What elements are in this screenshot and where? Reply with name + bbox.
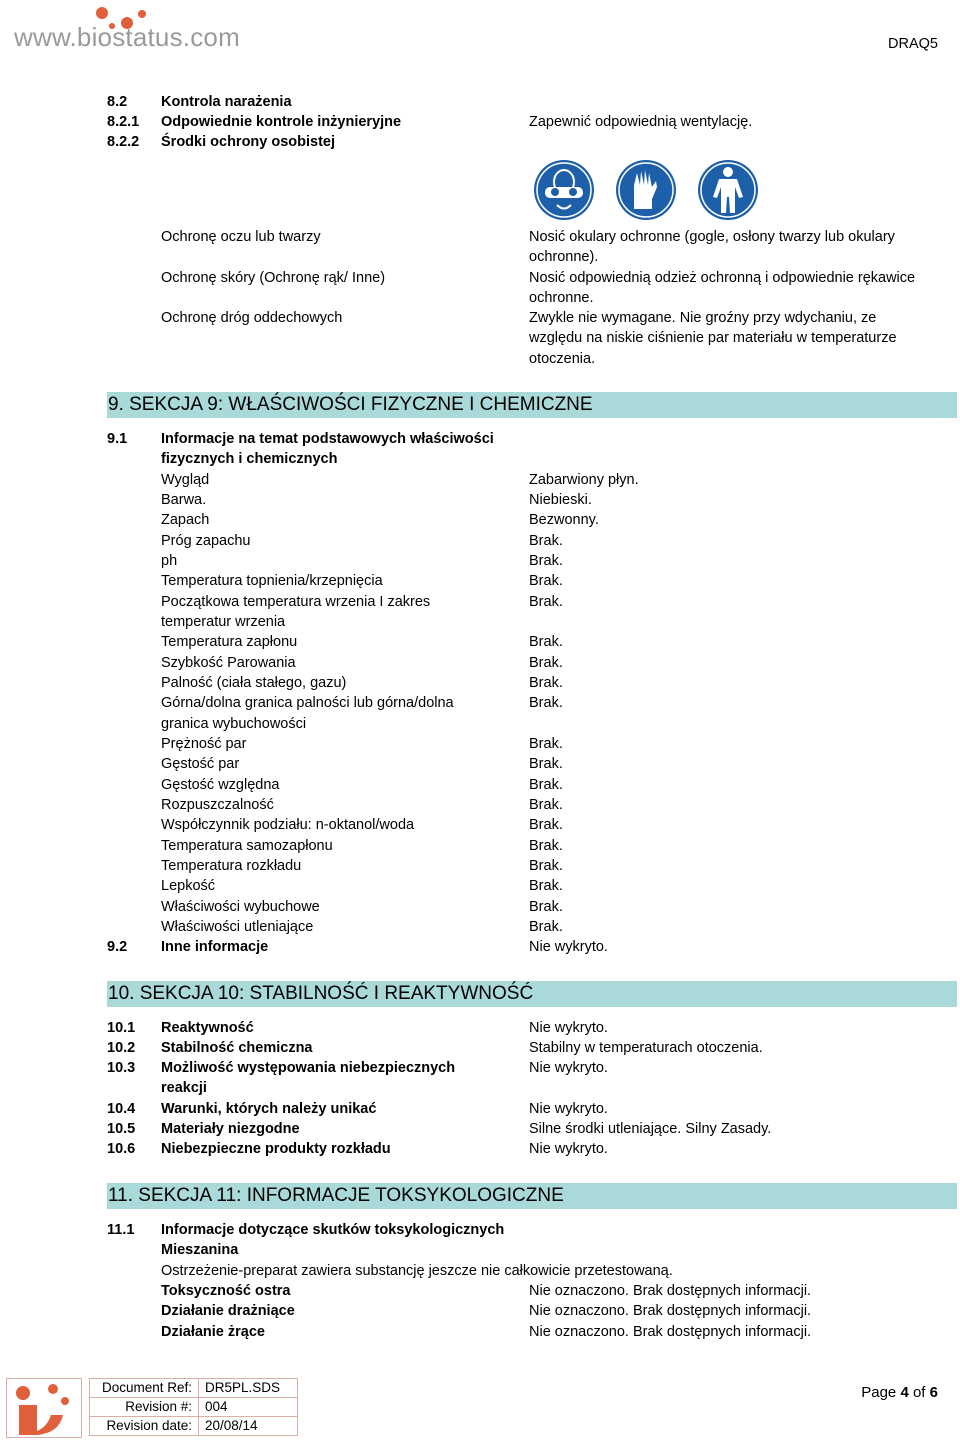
row-label: Warunki, których należy unikać bbox=[161, 1101, 377, 1117]
row-num: 10.6 bbox=[107, 1141, 136, 1157]
row-value: Stabilny w temperaturach otoczenia. bbox=[529, 1040, 763, 1056]
tox-value: Nie oznaczono. Brak dostępnych informacji. bbox=[529, 1324, 812, 1340]
revision-row bbox=[90, 1398, 298, 1417]
text-line: Nosić odpowiednią odzież ochronną i odpowiednie rękawice bbox=[529, 270, 916, 286]
property-value: Brak. bbox=[529, 777, 563, 793]
warning-text: Ostrzeżenie-preparat zawiera substancję jeszcze nie całkowicie przetestowaną. bbox=[161, 1263, 673, 1279]
revision-date-label: Revision date: bbox=[90, 1417, 199, 1436]
property-row-cont bbox=[107, 612, 947, 632]
property-row bbox=[107, 632, 947, 652]
section-10-header bbox=[107, 981, 957, 1007]
row-value: Nie wykryto. bbox=[529, 1141, 608, 1157]
footer-logo bbox=[6, 1378, 82, 1438]
row-label: Środki ochrony osobistej bbox=[161, 134, 336, 150]
eye-protection-value bbox=[529, 227, 895, 268]
page-total: 6 bbox=[929, 1384, 938, 1401]
row-10-4 bbox=[107, 1099, 947, 1119]
row-label: Odpowiednie kontrole inżynieryjne bbox=[161, 114, 402, 130]
property-label: Współczynnik podziału: n-oktanol/woda bbox=[161, 817, 415, 833]
row-10-3-cont bbox=[107, 1078, 947, 1098]
property-label: Temperatura topnienia/krzepnięcia bbox=[161, 573, 383, 589]
row-label: Materiały niezgodne bbox=[161, 1121, 300, 1137]
property-row bbox=[107, 653, 947, 673]
property-row bbox=[107, 571, 947, 591]
property-value: Brak. bbox=[529, 655, 563, 671]
row-8-2 bbox=[107, 92, 947, 112]
text-line: względu na niskie ciśnienie par materiału w temperaturze bbox=[529, 330, 897, 347]
property-row bbox=[107, 470, 947, 490]
property-row bbox=[107, 856, 947, 876]
tox-row bbox=[107, 1301, 947, 1321]
section-9-header bbox=[107, 392, 957, 418]
property-value: Brak. bbox=[529, 736, 563, 752]
text-line: ochronne). bbox=[529, 249, 599, 266]
row-num: 10.2 bbox=[107, 1040, 136, 1056]
property-label: Rozpuszczalność bbox=[161, 797, 274, 813]
respiratory-protection-label: Ochronę dróg oddechowych bbox=[161, 310, 343, 326]
row-num: 10.1 bbox=[107, 1020, 136, 1036]
row-label: Kontrola narażenia bbox=[161, 94, 292, 110]
document-info-table bbox=[89, 1378, 298, 1436]
respiratory-protection-value bbox=[529, 308, 897, 369]
row-label: Inne informacje bbox=[161, 939, 269, 955]
property-value: Brak. bbox=[529, 858, 563, 874]
property-value: Brak. bbox=[529, 756, 563, 772]
row-value: Silne środki utleniające. Silny Zasady. bbox=[529, 1121, 772, 1137]
property-label: Początkowa temperatura wrzenia I zakres bbox=[161, 594, 431, 610]
row-num: 9.2 bbox=[107, 939, 128, 955]
property-value: Brak. bbox=[529, 675, 563, 691]
property-value: Niebieski. bbox=[529, 492, 592, 508]
row-11-1 bbox=[107, 1220, 947, 1240]
property-row bbox=[107, 693, 947, 713]
row-num: 10.4 bbox=[107, 1101, 136, 1117]
property-row-cont bbox=[107, 714, 947, 734]
skin-protection-value bbox=[529, 268, 915, 309]
tox-value: Nie oznaczono. Brak dostępnych informacji. bbox=[529, 1303, 812, 1319]
property-row bbox=[107, 592, 947, 612]
row-value: Nie wykryto. bbox=[529, 1101, 608, 1117]
text-line: Zwykle nie wymagane. Nie groźny przy wdychaniu, ze bbox=[529, 310, 877, 326]
doc-ref-label: Document Ref: bbox=[90, 1379, 199, 1398]
property-value: Brak. bbox=[529, 573, 563, 589]
property-label: Górna/dolna granica palności lub górna/dolna bbox=[161, 695, 454, 711]
row-9-1-cont bbox=[107, 449, 947, 469]
website-text: www.biostatus.com bbox=[14, 22, 240, 52]
row-num: 8.2 bbox=[107, 94, 128, 110]
property-value: Zabarwiony płyn. bbox=[529, 472, 639, 488]
row-num: 9.1 bbox=[107, 431, 128, 447]
property-row bbox=[107, 836, 947, 856]
row-8-2-2 bbox=[107, 132, 947, 152]
row-10-6 bbox=[107, 1139, 947, 1159]
property-row bbox=[107, 876, 947, 896]
row-label: Informacje na temat podstawowych właściwości bbox=[161, 431, 494, 447]
row-label: Niebezpieczne produkty rozkładu bbox=[161, 1141, 391, 1157]
property-value: Brak. bbox=[529, 797, 563, 813]
page-of: of bbox=[912, 1384, 926, 1401]
tox-label: Działanie żrące bbox=[161, 1324, 265, 1340]
row-value: Nie wykryto. bbox=[529, 1020, 608, 1036]
property-label: Właściwości wybuchowe bbox=[161, 899, 320, 915]
property-label: Palność (ciała stałego, gazu) bbox=[161, 675, 347, 691]
page-number bbox=[861, 1384, 938, 1401]
row-value: Nie wykryto. bbox=[529, 939, 608, 955]
text-line: Nosić okulary ochronne (gogle, osłony twarzy lub okulary bbox=[529, 229, 895, 245]
doc-ref-row bbox=[90, 1379, 298, 1398]
row-8-2-1 bbox=[107, 112, 947, 132]
property-value: Brak. bbox=[529, 878, 563, 894]
property-row bbox=[107, 673, 947, 693]
revision-date-value: 20/08/14 bbox=[199, 1417, 298, 1436]
row-9-2 bbox=[107, 937, 947, 957]
property-row bbox=[107, 490, 947, 510]
property-value: Brak. bbox=[529, 817, 563, 833]
row-label: reakcji bbox=[161, 1080, 207, 1096]
tox-row bbox=[107, 1281, 947, 1301]
property-value: Brak. bbox=[529, 695, 563, 711]
footer-logo-mark bbox=[7, 1379, 81, 1437]
property-label: Szybkość Parowania bbox=[161, 655, 296, 671]
row-value: Nie wykryto. bbox=[529, 1060, 608, 1076]
row-num: 10.5 bbox=[107, 1121, 136, 1137]
row-label: fizycznych i chemicznych bbox=[161, 451, 338, 467]
property-row bbox=[107, 551, 947, 571]
mixture-heading bbox=[107, 1240, 947, 1260]
row-value: Zapewnić odpowiednią wentylację. bbox=[529, 114, 753, 130]
tox-label: Działanie drażniące bbox=[161, 1303, 295, 1319]
revision-label: Revision #: bbox=[90, 1398, 199, 1417]
property-value: Brak. bbox=[529, 533, 563, 549]
property-label: Prężność par bbox=[161, 736, 247, 752]
property-label: granica wybuchowości bbox=[161, 716, 307, 732]
ppe-icons bbox=[531, 157, 761, 223]
mixture-warning bbox=[107, 1261, 947, 1281]
row-10-3 bbox=[107, 1058, 947, 1078]
row-9-1 bbox=[107, 429, 947, 449]
revision-date-row bbox=[90, 1417, 298, 1436]
skin-protection-label: Ochronę skóry (Ochronę rąk/ Inne) bbox=[161, 270, 386, 286]
row-label: Reaktywność bbox=[161, 1020, 254, 1036]
property-label: Temperatura rozkładu bbox=[161, 858, 302, 874]
row-num: 8.2.2 bbox=[107, 134, 140, 150]
row-10-2 bbox=[107, 1038, 947, 1058]
property-row bbox=[107, 754, 947, 774]
goggles-icon bbox=[534, 160, 594, 220]
eye-protection-label: Ochronę oczu lub twarzy bbox=[161, 229, 321, 245]
property-label: ph bbox=[161, 553, 178, 569]
row-label: Mieszanina bbox=[161, 1242, 239, 1258]
row-num: 8.2.1 bbox=[107, 114, 140, 130]
property-label: Gęstość par bbox=[161, 756, 240, 772]
row-label: Możliwość występowania niebezpiecznych bbox=[161, 1060, 456, 1076]
row-10-1 bbox=[107, 1018, 947, 1038]
property-label: Próg zapachu bbox=[161, 533, 251, 549]
property-row bbox=[107, 795, 947, 815]
property-value: Brak. bbox=[529, 919, 563, 935]
property-row bbox=[107, 531, 947, 551]
property-row bbox=[107, 815, 947, 835]
page-prefix: Page bbox=[861, 1384, 897, 1401]
section-title: 10. SEKCJA 10: STABILNOŚĆ I REAKTYWNOŚĆ bbox=[108, 983, 534, 1004]
property-row bbox=[107, 897, 947, 917]
property-value: Brak. bbox=[529, 553, 563, 569]
section-11-header bbox=[107, 1183, 957, 1209]
property-label: Lepkość bbox=[161, 878, 216, 894]
property-row bbox=[107, 917, 947, 937]
section-title: 9. SEKCJA 9: WŁAŚCIWOŚCI FIZYCZNE I CHEMICZNE bbox=[108, 394, 593, 415]
row-label: Stabilność chemiczna bbox=[161, 1040, 313, 1056]
gloves-icon bbox=[616, 160, 676, 220]
doc-ref-value: DR5PL.SDS bbox=[199, 1379, 298, 1398]
property-label: Gęstość względna bbox=[161, 777, 280, 793]
property-row bbox=[107, 510, 947, 530]
row-10-5 bbox=[107, 1119, 947, 1139]
property-label: Właściwości utleniające bbox=[161, 919, 314, 935]
property-label: Temperatura zapłonu bbox=[161, 634, 298, 650]
property-label: Zapach bbox=[161, 512, 210, 528]
revision-value: 004 bbox=[199, 1398, 298, 1417]
property-label: Temperatura samozapłonu bbox=[161, 838, 333, 854]
tox-value: Nie oznaczono. Brak dostępnych informacji. bbox=[529, 1283, 812, 1299]
product-name: DRAQ5 bbox=[888, 36, 938, 52]
property-label: temperatur wrzenia bbox=[161, 614, 286, 630]
property-value: Brak. bbox=[529, 634, 563, 650]
page-current: 4 bbox=[900, 1384, 909, 1401]
section-title: 11. SEKCJA 11: INFORMACJE TOKSYKOLOGICZNE bbox=[108, 1185, 564, 1206]
property-value: Brak. bbox=[529, 838, 563, 854]
row-label: Informacje dotyczące skutków toksykologicznych bbox=[161, 1222, 505, 1238]
tox-label: Toksyczność ostra bbox=[161, 1283, 291, 1299]
property-row bbox=[107, 775, 947, 795]
property-label: Wygląd bbox=[161, 472, 210, 488]
property-value: Bezwonny. bbox=[529, 512, 599, 528]
property-label: Barwa. bbox=[161, 492, 207, 508]
protective-clothing-icon bbox=[698, 160, 758, 220]
tox-row bbox=[107, 1322, 947, 1342]
row-num: 10.3 bbox=[107, 1060, 136, 1076]
text-line: otoczenia. bbox=[529, 350, 596, 367]
text-line: ochronne. bbox=[529, 290, 594, 307]
property-value: Brak. bbox=[529, 594, 563, 610]
property-row bbox=[107, 734, 947, 754]
row-num: 11.1 bbox=[107, 1222, 135, 1238]
property-value: Brak. bbox=[529, 899, 563, 915]
